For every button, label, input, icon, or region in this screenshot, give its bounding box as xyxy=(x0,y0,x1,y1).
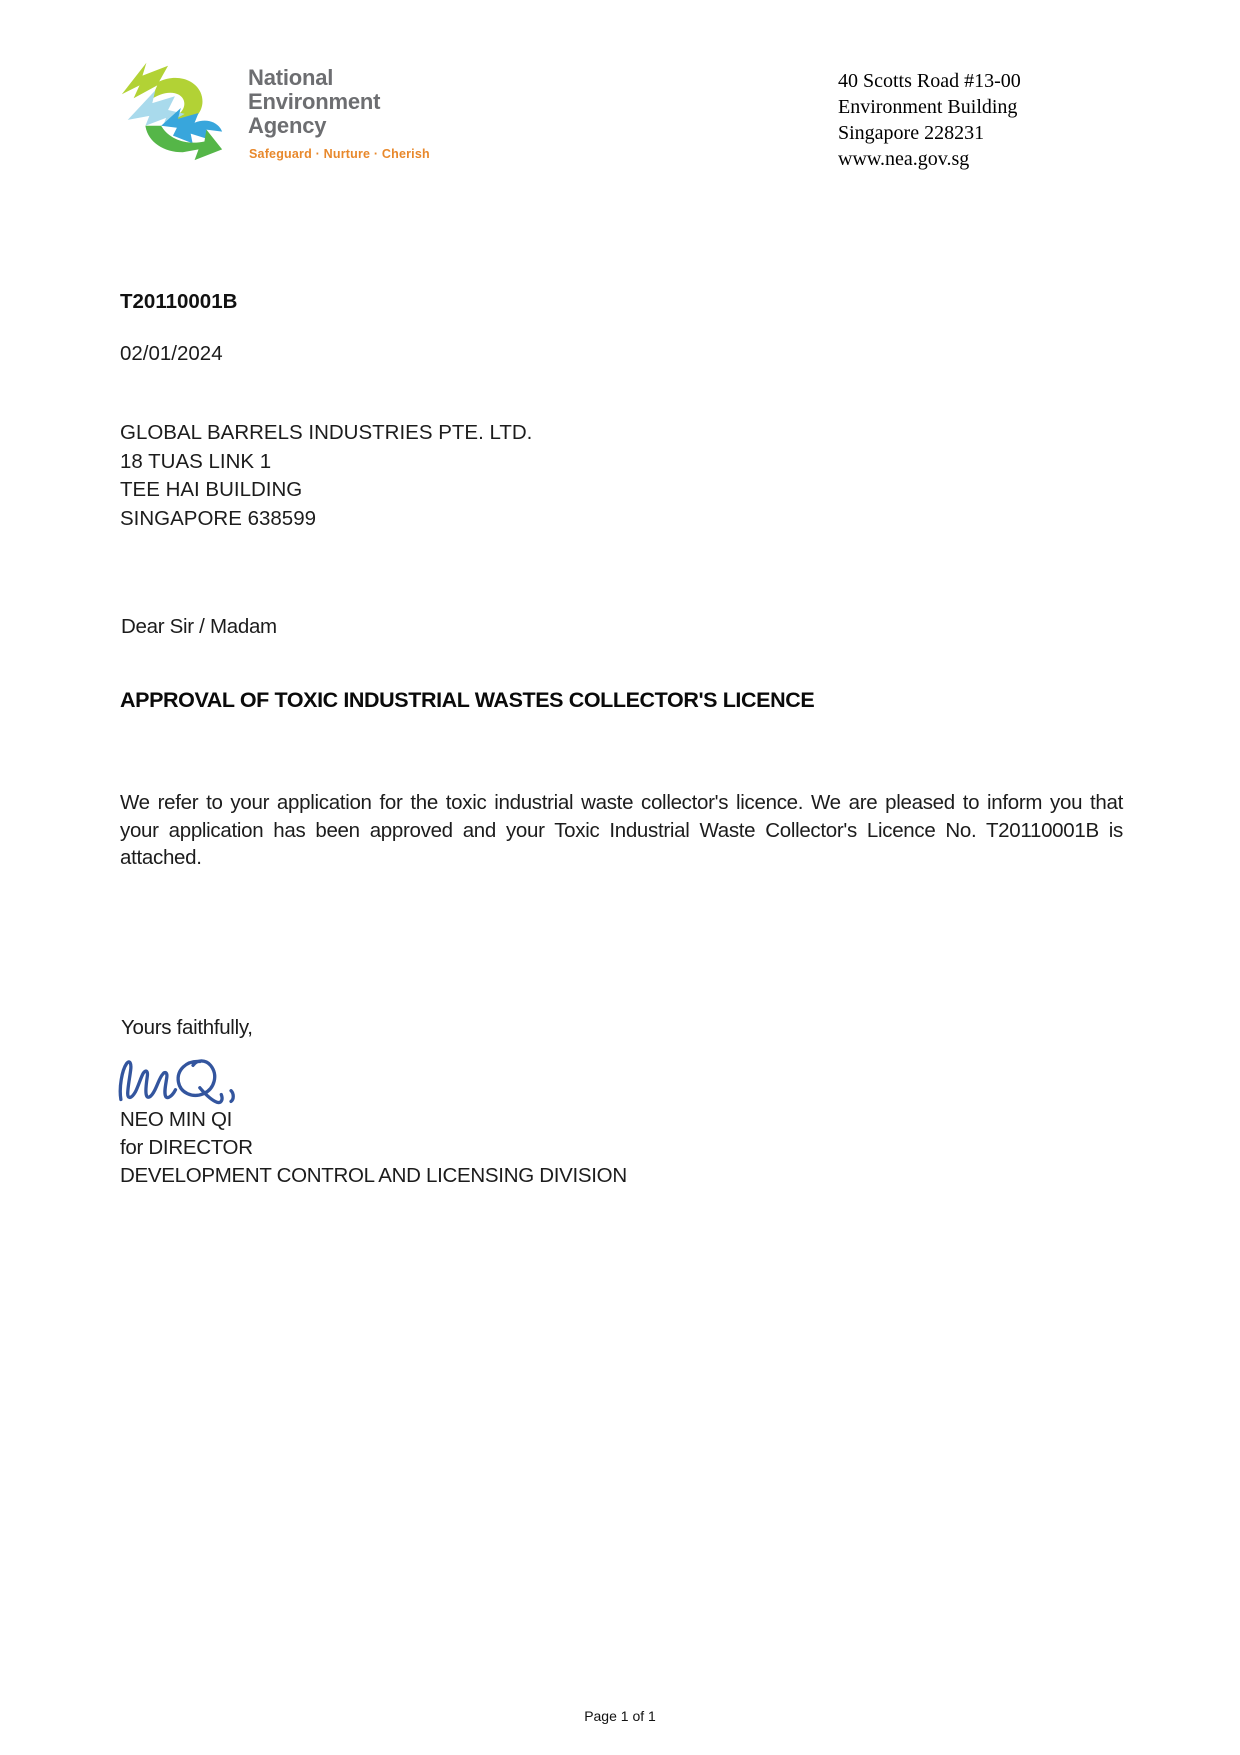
page-number-label: Page 1 of 1 xyxy=(584,1708,656,1724)
salutation: Dear Sir / Madam xyxy=(121,615,277,638)
agency-name-line3: Agency xyxy=(248,113,327,138)
agency-website: www.nea.gov.sg xyxy=(838,148,970,170)
signatory-name: NEO MIN QI xyxy=(120,1108,233,1131)
recipient-address-line: SINGAPORE 638599 xyxy=(120,506,316,530)
signature-stroke-flourish xyxy=(231,1091,233,1102)
reference-number: T20110001B xyxy=(120,290,238,313)
agency-name xyxy=(248,66,380,138)
agency-address-block xyxy=(838,68,1021,172)
body-paragraph: We refer to your application for the toxic industrial waste collector's licence. We are pleased to inform you that your application has been approved and your Toxic Industrial Waste Collector's Licence No. T20110001B is attached. xyxy=(120,791,1123,869)
signature-stroke-q xyxy=(178,1061,215,1095)
signature-icon xyxy=(116,1048,272,1110)
agency-address-line: 40 Scotts Road #13-00 xyxy=(838,70,1021,92)
recipient-address-block xyxy=(120,419,532,533)
signatory-title: for DIRECTOR xyxy=(120,1136,253,1159)
subject-line: APPROVAL OF TOXIC INDUSTRIAL WASTES COLLECTOR'S LICENCE xyxy=(120,688,815,712)
letter-date: 02/01/2024 xyxy=(120,342,223,365)
recipient-company: GLOBAL BARRELS INDUSTRIES PTE. LTD. xyxy=(120,421,533,444)
recipient-address-line: TEE HAI BUILDING xyxy=(120,478,303,501)
nea-logo-icon xyxy=(112,58,230,162)
signature-stroke-m xyxy=(120,1062,175,1100)
agency-name-line2: Environment xyxy=(248,89,381,114)
agency-tagline: Safeguard · Nurture · Cherish xyxy=(249,147,430,161)
agency-name-line1: National xyxy=(248,65,334,90)
signatory-division: DEVELOPMENT CONTROL AND LICENSING DIVISION xyxy=(120,1164,627,1187)
agency-address-line: Environment Building xyxy=(838,96,1018,118)
agency-address-line: Singapore 228231 xyxy=(838,122,985,144)
recipient-address-line: 18 TUAS LINK 1 xyxy=(120,449,272,473)
closing-phrase: Yours faithfully, xyxy=(121,1016,253,1039)
